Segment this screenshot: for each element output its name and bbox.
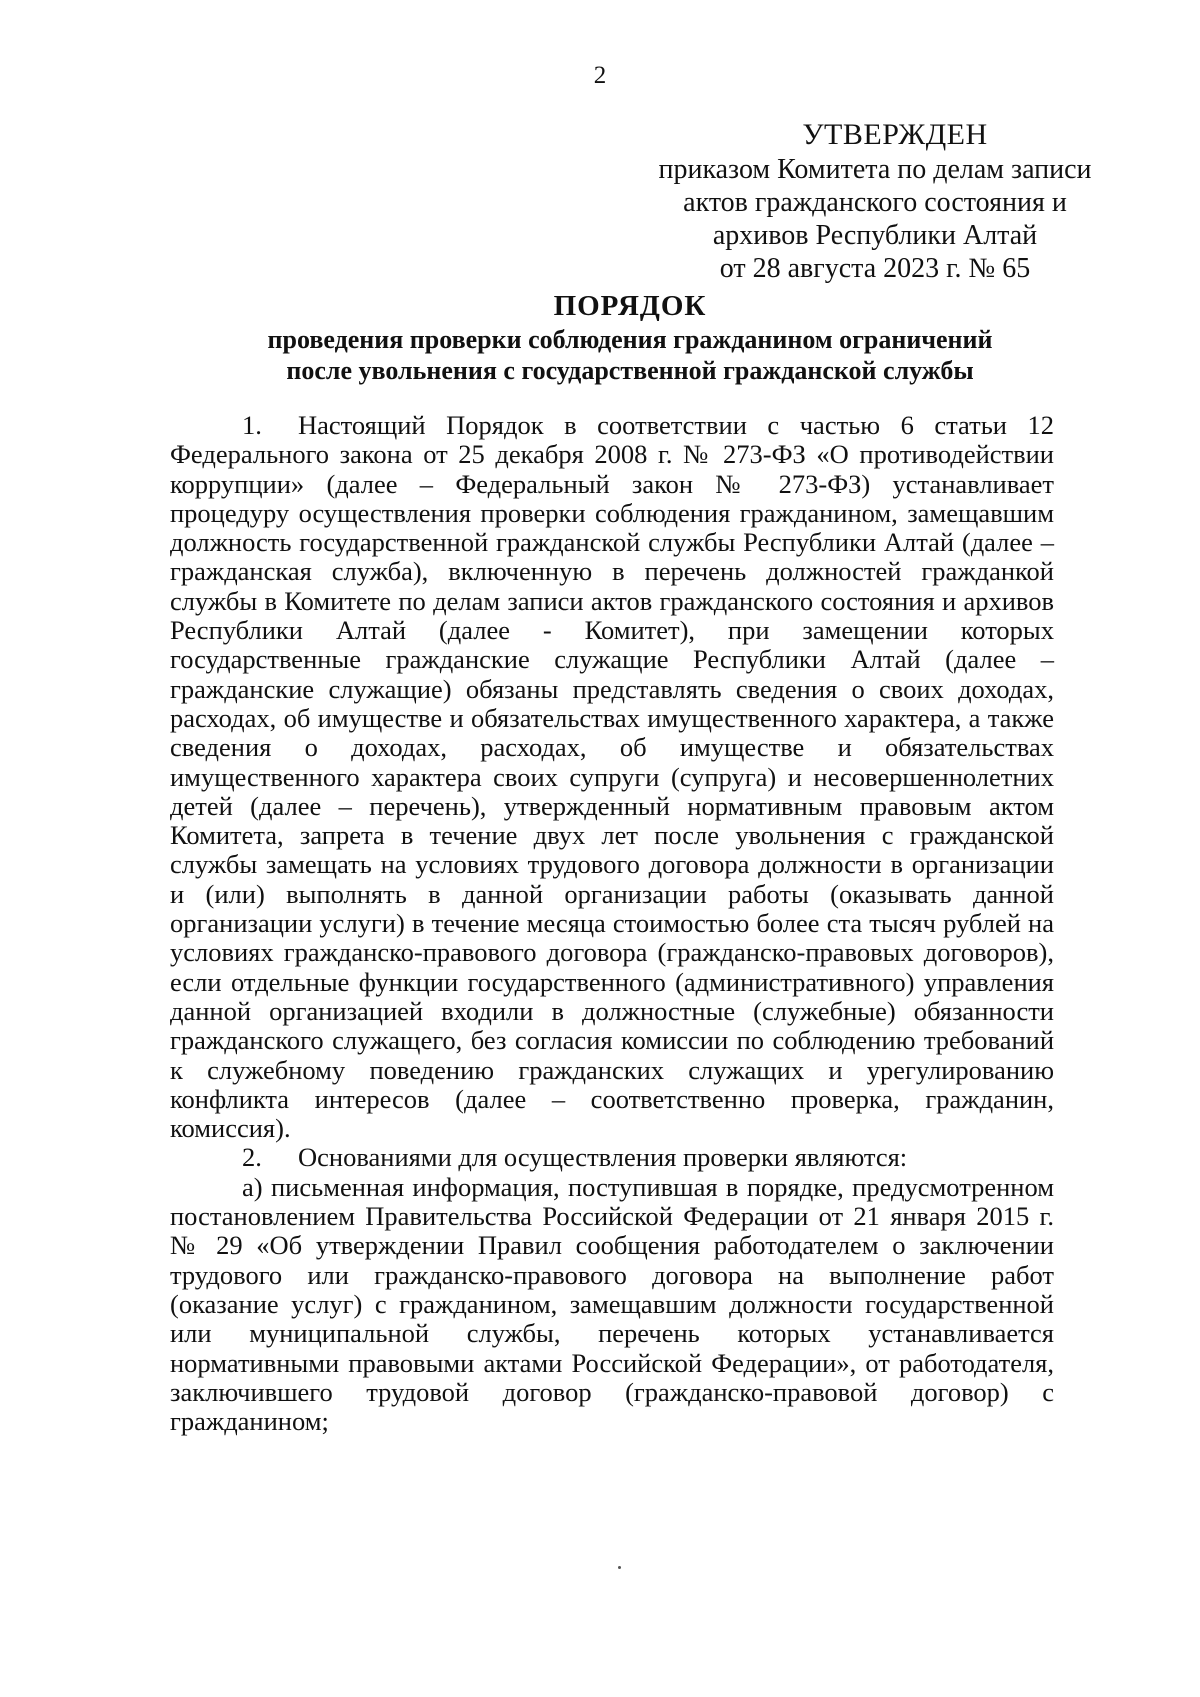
approval-stamp <box>640 118 1110 285</box>
paragraph-number: 2. <box>242 1142 262 1173</box>
approval-line: актов гражданского состояния и <box>683 187 1067 218</box>
paragraph-text: а) письменная информация, поступившая в порядке, предусмотренном постановлением Правительства Российской Федерации от 21 января 2015 г. № 29 «Об утверждении Правил сообщения работодателем о заключении трудового или гражданско-правового договора на выполнение работ (оказание услуг) с гражданином, замещавшим должности государственной или муниципальной службы, перечень которых устанавливается нормативными правовыми актами Российской Федерации», от работодателя, заключившего трудовой договор (гражданско-правовой договор) с гражданином; <box>170 1171 1054 1437</box>
paragraph-2 <box>170 1143 1054 1172</box>
approval-line: приказом Комитета по делам записи <box>658 154 1092 185</box>
document-subtitle-line: после увольнения с государственной гражданской службы <box>286 356 974 385</box>
paragraph-text: Основаниями для осуществления проверки являются: <box>298 1142 908 1173</box>
document-subtitle-line: проведения проверки соблюдения гражданином ограничений <box>267 325 993 354</box>
approval-line: архивов Республики Алтай <box>712 220 1038 251</box>
paragraph-1 <box>170 411 1054 1143</box>
scan-dot-mark <box>618 1566 621 1569</box>
approval-heading: УТВЕРЖДЕН <box>802 118 988 151</box>
page-number: 2 <box>593 62 607 89</box>
paragraph-2a <box>170 1173 1054 1437</box>
document-title: ПОРЯДОК <box>553 290 707 322</box>
approval-line: от 28 августа 2023 г. № 65 <box>719 253 1031 284</box>
paragraph-text: Настоящий Порядок в соответствии с частью 6 статьи 12 Федерального закона от 25 декабря 2008 г. № 273-ФЗ «О противодействии коррупции» (далее – Федеральный закон № 273-ФЗ) устанавливает процедуру осуществления проверки соблюдения гражданином, замещавшим должность государственной гражданской службы Республики Алтай (далее – гражданская служба), включенную в перечень должностей гражданкой службы в Комитете по делам записи актов гражданского состояния и архивов Республики Алтай (далее - Комитет), при замещении которых государственные гражданские служащие Республики Алтай (далее – гражданские служащие) обязаны представлять сведения о своих доходах, расходах, об имуществе и обязательствах имущественного характера, а также сведения о доходах, расходах, об имуществе и обязательствах имущественного характера своих супруги (супруга) и несовершеннолетних детей (далее – перечень), утвержденный нормативным правовым актом Комитета, запрета в течение двух лет после увольнения с гражданской службы замещать на условиях трудового договора должности в организации и (или) выполнять в данной организации работы (оказывать данной организации услуги) в течение месяца стоимостью более ста тысяч рублей на условиях гражданско-правового договора (гражданско-правовых договоров), если отдельные функции государственного (административного) управления данной организацией входили в должностные (служебные) обязанности гражданского служащего, без согласия комиссии по соблюдению требований к служебному поведению гражданских служащих и урегулированию конфликта интересов (далее – соответственно проверка, гражданин, комиссия). <box>170 410 1054 1144</box>
document-title-block <box>170 288 1090 386</box>
paragraph-number: 1. <box>242 410 262 440</box>
document-body <box>170 411 1054 1436</box>
